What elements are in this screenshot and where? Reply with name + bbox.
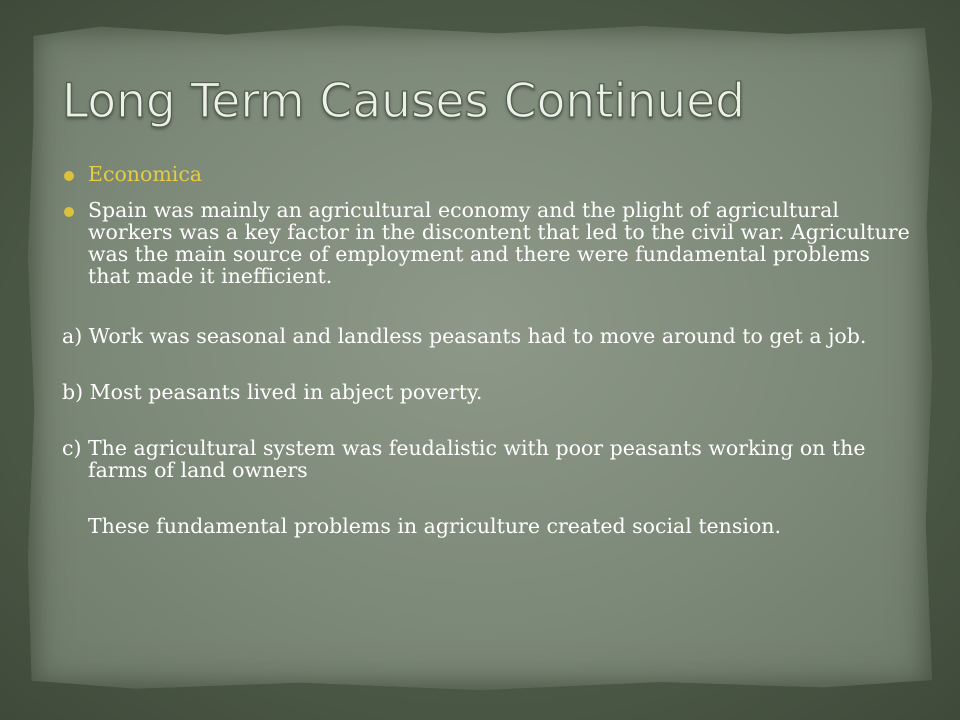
point-b: b) Most peasants lived in abject poverty. [62, 380, 483, 404]
bullet-text: Economica [88, 162, 203, 186]
bullet-dot-icon [64, 171, 74, 181]
conclusion: These fundamental problems in agriculture created social tension. [88, 514, 782, 538]
bullet-heading [62, 163, 912, 185]
bullet-paragraph [62, 199, 912, 287]
bullet-dot-icon [64, 207, 74, 217]
point-c: c) The agricultural system was feudalistic with poor peasants working on the farms of land owners [62, 436, 866, 482]
point-a: a) Work was seasonal and landless peasants had to move around to get a job. [62, 324, 867, 348]
slide-body [62, 163, 912, 537]
bullet-text: Spain was mainly an agricultural economy and the plight of agricultural workers was a key factor in the discontent that led to the civil war. Agriculture was the main source of employment and there were fundamental problems that made it inefficient. [88, 198, 910, 288]
slide-title: Long Term Causes Continued [62, 74, 745, 129]
